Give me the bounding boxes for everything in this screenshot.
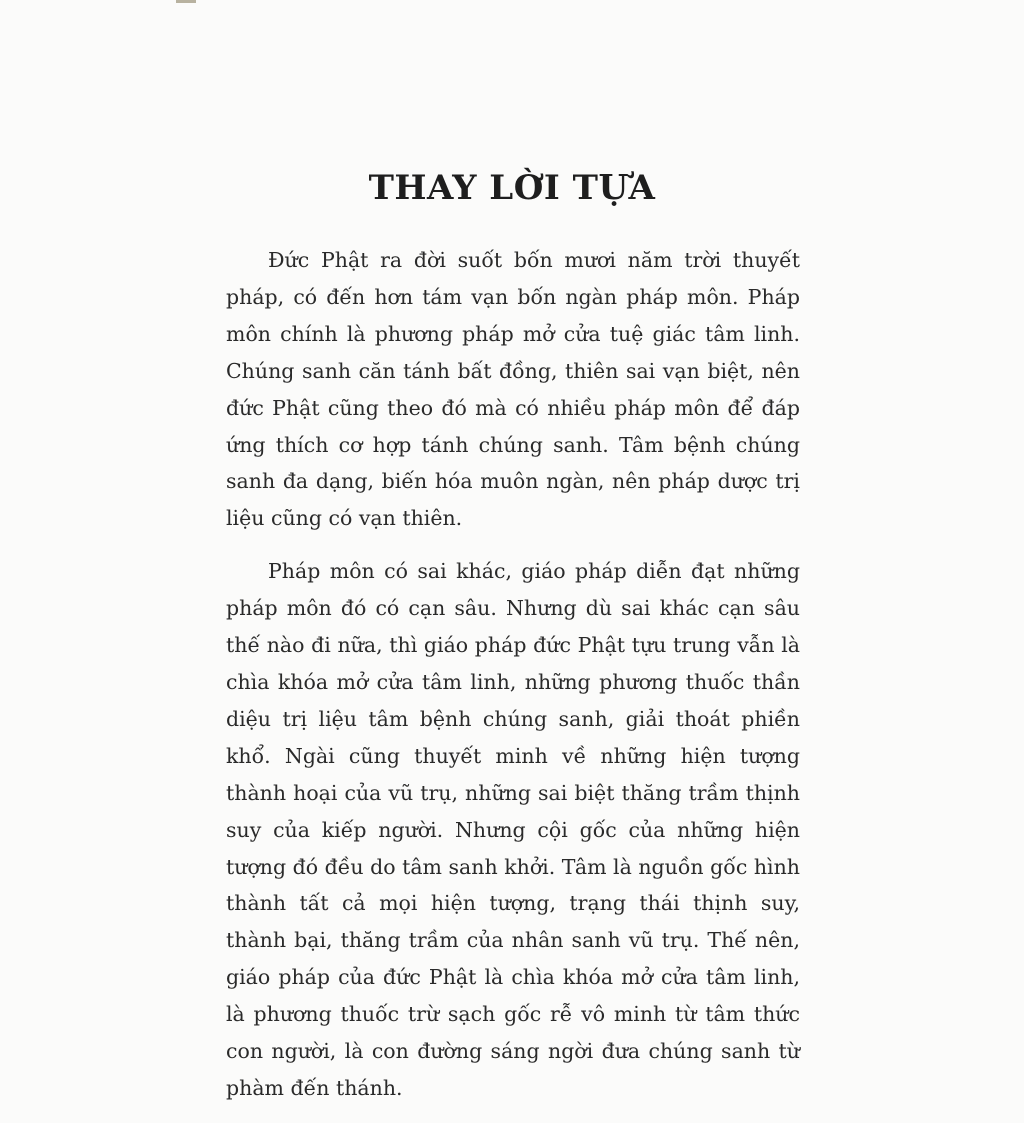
chapter-title: THAY LỜI TỰA: [368, 168, 656, 208]
paragraph-2: Pháp môn có sai khác, giáo pháp diễn đạt những pháp môn đó có cạn sâu. Nhưng dù sai khác cạn sâu thế nào đi nữa, thì giáo pháp đức Phật tựu trung vẫn là chìa khóa mở cửa tâm linh, những phương thuốc thần diệu trị liệu tâm bệnh chúng sanh, giải thoát phiền khổ. Ngài cũng thuyết minh về những hiện tượng thành hoại của vũ trụ, những sai biệt thăng trầm thịnh suy của kiếp người. Nhưng cội gốc của những hiện tượng đó đều do tâm sanh khởi. Tâm là nguồn gốc hình thành tất cả mọi hiện tượng, trạng thái thịnh suy, thành bại, thăng trầm của nhân sanh vũ trụ. Thế nên, giáo pháp của đức Phật là chìa khóa mở cửa tâm linh, là phương thuốc trừ sạch gốc rễ vô minh từ tâm thức con người, là con đường sáng ngời đưa chúng sanh từ phàm đến thánh.: [226, 559, 800, 1100]
paragraph-1: Đức Phật ra đời suốt bốn mươi năm trời thuyết pháp, có đến hơn tám vạn bốn ngàn pháp môn. Pháp môn chính là phương pháp mở cửa tuệ giác tâm linh. Chúng sanh căn tánh bất đồng, thiên sai vạn biệt, nên đức Phật cũng theo đó mà có nhiều pháp môn để đáp ứng thích cơ hợp tánh chúng sanh. Tâm bệnh chúng sanh đa dạng, biến hóa muôn ngàn, nên pháp dược trị liệu cũng có vạn thiên.: [226, 248, 800, 531]
page-edge-mark: [176, 0, 196, 3]
body-text: [226, 242, 800, 1123]
